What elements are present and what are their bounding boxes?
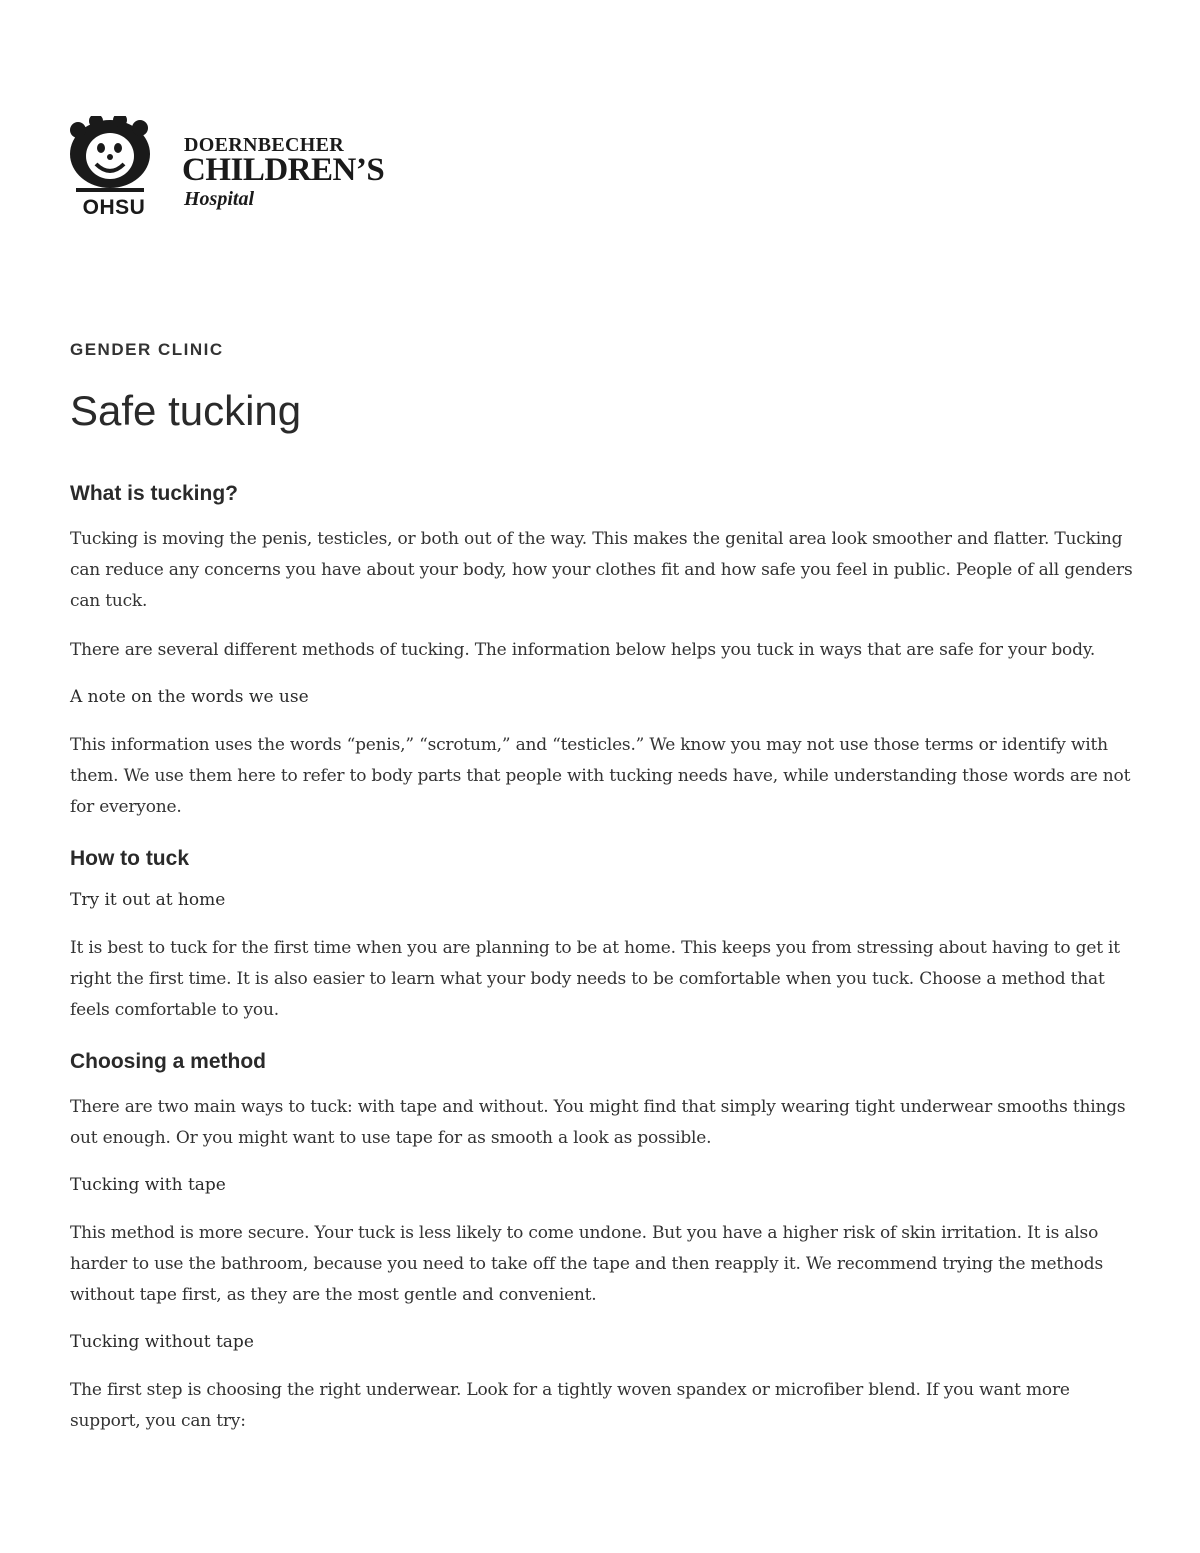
paragraph-what-2: There are several different methods of tucking. The information below helps you tuck in ways that are safe for your body.: [70, 640, 1096, 660]
subheading-try-at-home: Try it out at home: [70, 890, 226, 910]
heading-choosing-method: Choosing a method: [70, 1050, 266, 1073]
subheading-note-on-words: A note on the words we use: [70, 687, 309, 707]
paragraph-what-1: Tucking is moving the penis, testicles, or both out of the way. This makes the genital area look smoother and flatter. Tucking can reduce any concerns you have about your body, how your clothes fit and how safe you feel in public. People of all genders can tuck.: [70, 529, 1133, 611]
paragraph-tucking-with-tape: This method is more secure. Your tuck is less likely to come undone. But you have a higher risk of skin irritation. It is also harder to use the bathroom, because you need to take off the tape and then reapply it. We recommend trying the methods without tape first, as they are the most gentle and convenient.: [70, 1223, 1104, 1305]
paragraph-tucking-without-tape: The first step is choosing the right underwear. Look for a tightly woven spandex or microfiber blend. If you want more support, you can try:: [70, 1380, 1070, 1431]
section-kicker: GENDER CLINIC: [70, 340, 224, 359]
logo-childrens: CHILDREN’S: [182, 152, 385, 188]
paragraph-note: This information uses the words “penis,” “scrotum,” and “testicles.” We know you may not use those terms or identify with them. We use them here to refer to body parts that people with tucking needs have, while understanding those words are not for everyone.: [70, 735, 1131, 817]
logo-hospital: Hospital: [184, 188, 255, 210]
logo-doernbecher: DOERNBECHER: [184, 134, 344, 156]
page-title: Safe tucking: [70, 387, 302, 434]
subheading-tucking-with-tape: Tucking with tape: [70, 1175, 226, 1195]
doernbecher-mascot-icon: [68, 116, 158, 198]
hospital-logo: [68, 116, 398, 226]
paragraph-try-at-home: It is best to tuck for the first time when you are planning to be at home. This keeps you from stressing about having to get it right the first time. It is also easier to learn what your body needs to be comfortable when you tuck. Choose a method that feels comfortable to you.: [70, 938, 1120, 1020]
heading-what-is-tucking: What is tucking?: [70, 482, 238, 505]
ohsu-wordmark: OHSU: [82, 196, 146, 219]
heading-how-to-tuck: How to tuck: [70, 847, 189, 870]
subheading-tucking-without-tape: Tucking without tape: [70, 1332, 254, 1352]
paragraph-choosing: There are two main ways to tuck: with tape and without. You might find that simply wearing tight underwear smooths things out enough. Or you might want to use tape for as smooth a look as possible.: [70, 1097, 1126, 1148]
document-content: [70, 340, 1140, 1437]
